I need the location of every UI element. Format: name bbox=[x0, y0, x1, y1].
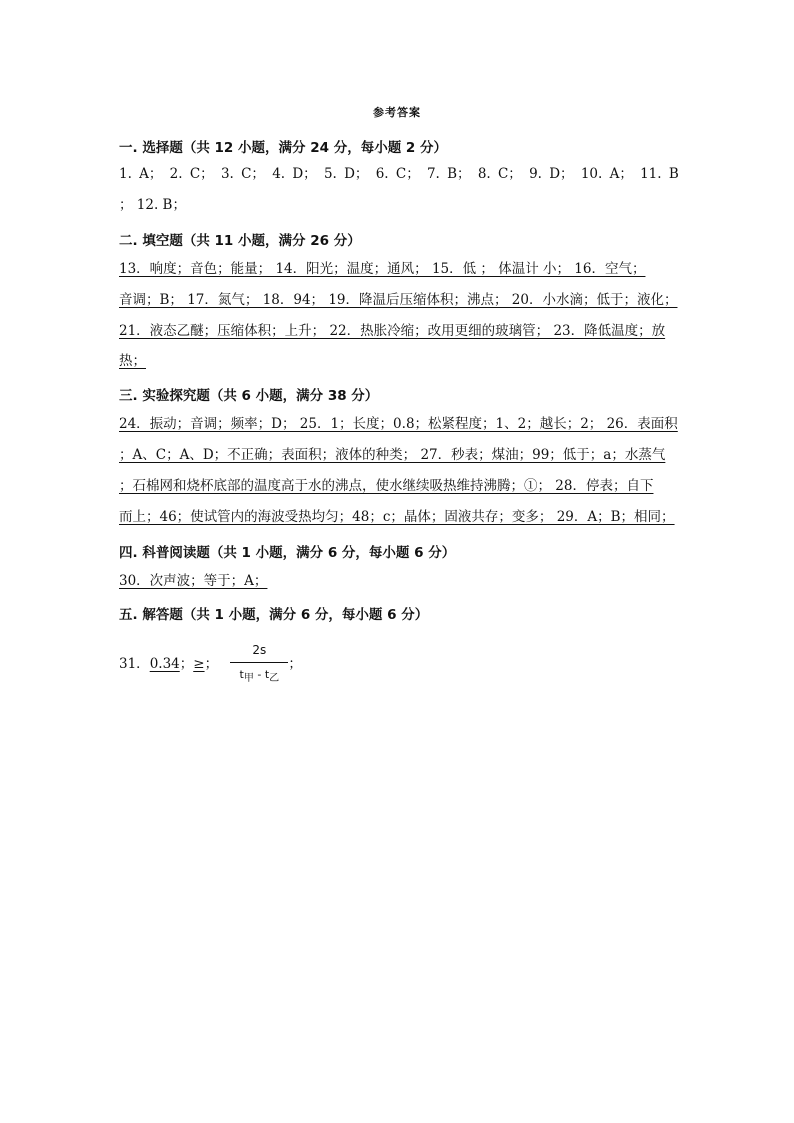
fraction bbox=[230, 640, 288, 689]
answer-line: ；石棉网和烧杯底部的温度高于水的沸点，使水继续吸热维持沸腾；①； 28．停表；自下 bbox=[119, 478, 654, 494]
answer-line: 而上；46；使试管内的海波受热均匀；48；c；晶体；固液共存；变多； 29．A；B；相同； bbox=[119, 509, 675, 525]
page-title: 参考答案 bbox=[373, 106, 421, 119]
answer-line: 24．振动；音调；频率；D； 25．1；长度；0.8；松紧程度；1、2；越长；2； 26．表面积 bbox=[119, 416, 678, 432]
answer-line: 音调；B； 17．氮气； 18．94； 19．降温后压缩体积；沸点； 20．小水滴；低于；液化； bbox=[119, 292, 678, 308]
fraction-numerator: 2s bbox=[252, 643, 267, 657]
section-heading-experiment: 三. 实验探究题（共 6 小题，满分 38 分） bbox=[119, 388, 379, 404]
answer-line: ；A、C；A、D；不正确；表面积；液体的种类； 27．秒表；煤油；99；低于；a；水蒸气 bbox=[119, 447, 666, 463]
answer-value: 0.34 bbox=[149, 656, 180, 673]
answer-symbol: ≥ bbox=[193, 656, 205, 673]
answer-line-31: 31．0.34；≥； $\frac{2s}{t_甲 - t_乙}$ ； bbox=[119, 640, 679, 689]
answer-line: 21．液态乙醚；压缩体积；上升； 22．热胀冷缩；改用更细的玻璃管； 23．降低温度；放 bbox=[119, 323, 666, 339]
section-heading-choice: 一. 选择题（共 12 小题，满分 24 分，每小题 2 分） bbox=[119, 140, 447, 156]
answer-line: 1. A； 2. C； 3. C； 4. D； 5. D； 6. C； 7. B； 8. C； 9. D； 10. A； 11. B bbox=[119, 166, 679, 182]
answer-line: 30．次声波；等于；A； bbox=[119, 573, 268, 589]
fraction-denominator: $t_甲 - t_乙$ bbox=[239, 668, 280, 685]
section-heading-solve: 五. 解答题（共 1 小题，满分 6 分，每小题 6 分） bbox=[119, 607, 429, 623]
answer-line: 13．响度；音色；能量； 14．阳光；温度；通风； 15．低 ； 体温计 小； 16．空气； bbox=[119, 261, 646, 277]
question-number: 31． bbox=[119, 656, 150, 673]
section-heading-fill: 二. 填空题（共 11 小题，满分 26 分） bbox=[119, 233, 361, 249]
section-heading-reading: 四. 科普阅读题（共 1 小题，满分 6 分，每小题 6 分） bbox=[119, 545, 456, 561]
answer-line: 热； bbox=[119, 353, 146, 369]
answer-line: ； 12. B； bbox=[119, 197, 186, 213]
